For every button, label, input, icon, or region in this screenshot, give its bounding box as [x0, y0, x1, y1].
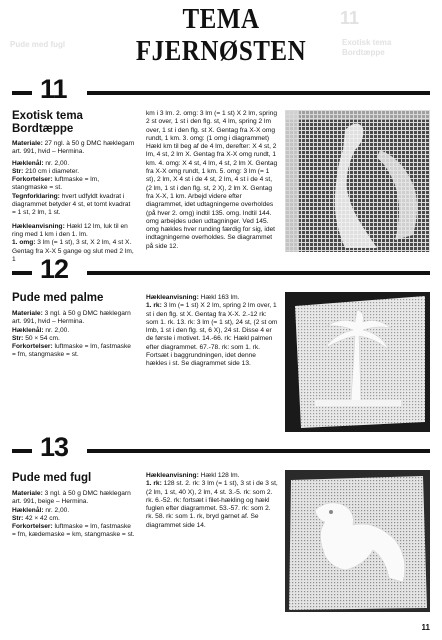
para: Forkortelser: luftmaske = lm, stangmaske = st. [12, 176, 100, 192]
page-number: 11 [421, 623, 430, 632]
para: Str: 50 × 54 cm. [12, 334, 60, 342]
section-dash [12, 91, 32, 95]
para: Hækleanvisning: Hækl 12 lm, luk til en ring med 1 km i den 1. lm. [12, 222, 128, 238]
section-12-header [12, 254, 430, 286]
section-12-title: Pude med palme [12, 292, 104, 304]
page-title: TEMA FJERNØSTEN [135, 3, 307, 68]
para: Hæklenål: nr. 2,00. [12, 326, 70, 334]
section-rule [87, 449, 430, 453]
para: Forkortelser: luftmaske = lm, fastmaske = fm, kædemaske = km, stangmaske = st. [12, 523, 135, 539]
section-12-right-text [146, 294, 278, 372]
section-rule [87, 91, 430, 95]
para: 1. rk: 128 st. 2. rk: 3 lm (= 1 st), 3 st i de 3 st, (2 lm, 1 st, 40 X), 2 lm, 4 st. 3.-5. rk: som 2. rk. 6.-52. rk: fortsæt i filet-hækling og hækl fuglen efter diagrammet. 53.-57. rk: som 2. rk. 58. rk: som 1. rk, bryd garnet af. Se diagrammet side 14. [146, 480, 278, 529]
para: Materiale: 3 ngl. à 50 g DMC hæklegarn art. 991, hvid – Hermina. [12, 310, 131, 326]
para: Hækleanvisning: Hækl 128 lm. [146, 472, 240, 479]
para: Str: 210 cm i diameter. [12, 167, 80, 175]
para: Materiale: 3 ngl. à 50 g DMC hæklegarn art. 991, beige – Hermina. [12, 490, 131, 506]
para: 1. rk: 3 lm (= 1 st) X 2 lm, spring 2 lm over, 1 st i den flg. st X. Gentag fra X-X. 2.-12 rk: som 1. rk. 13. rk: 3 lm (= 1 st), 24 st, (2 st om lmb, 1 st i den flg. st, 6 X), 24 st. Disse 4 er de første i motivet. 14.-66. rk: Hækl palmen efter diagrammet. 67.-78. rk: som 1. rk. Fortsæt i baggrundningen, idet denne hækles i st. Se diagrammet side 13. [146, 302, 278, 368]
ghost-heading-1: Exotisk tema [342, 38, 392, 47]
section-13-title: Pude med fugl [12, 472, 92, 484]
section-number: 13 [40, 432, 69, 462]
section-13-left-text [12, 490, 136, 540]
para: km i 3 lm. 2. omg: 3 lm (= 1 st) X 2 lm, spring 2 st over, 1 st i den flg. st, 4 lm, spring 2 lm over, 1 st i den flg. st X. Gentag fra X-X omg rundt, 1 km. 3. omg: (1 omg i diagrammet) Hækl km til beg af de 4 lm, derefter: X 4 st, 2 lm, 4 st, 2 lm X. Gentag fra X-X omg rundt, 1 km. 4. omg: X 4 st, 4 lm, 4 st, 2 lm X. Gentag fra X-X omg rundt, 1 km. 5. omg: 3 lm (= 1 st), 2 lm, X 4 st i de 4 st, 2 lm, 4 st i de 4 st, (2 lm, 1 st i den flg. st, 2 X), 2 lm X. Gentag fra X-X, 1 km. Arbejd videre efter diagrammet, idet udtagningerne overholdes (på hver 2. omg) indtil 135. omg. Indtil 144. omg arbejdes uden udtagninger. Ved 145. omg hækles hver runding færdig for sig, idet indtagningerne overholdes. Se diagrammet på side 12. [146, 110, 278, 250]
section-11-right-text [146, 110, 278, 254]
para: Hæklenål: nr. 2,00. [12, 159, 70, 167]
palm-pillow-image [285, 292, 430, 432]
section-dash [12, 271, 32, 275]
title-line-1: Exotisk tema [12, 110, 83, 122]
para: Hækleanvisning: Hækl 163 lm. [146, 294, 240, 301]
palm-pillow-photo [285, 292, 430, 432]
ghost-heading-2: Bordtæppe [342, 48, 385, 57]
ghost-number: 11 [340, 8, 360, 28]
bird-pillow-photo [285, 470, 430, 612]
para: Materiale: 27 ngl. à 50 g DMC hæklegarn art. 991, hvid – Hermina. [12, 140, 135, 156]
tablecloth-image [285, 110, 430, 252]
para: Tegnforklaring: hvert udfyldt kvadrat i diagrammet betyder 4 st, et tomt kvadrat = 1 st, 2 lm, 1 st. [12, 192, 131, 217]
section-11-header [12, 74, 430, 106]
section-13-header [12, 432, 430, 464]
bird-pillow-image [285, 470, 430, 612]
section-dash [12, 449, 32, 453]
para: Hæklenål: nr. 2,00. [12, 506, 70, 514]
ghost-left-heading: Pude med fugl [10, 40, 66, 49]
section-rule [87, 271, 430, 275]
title-line-2: Bordtæppe [12, 123, 74, 135]
section-12-left-text [12, 310, 136, 360]
section-number: 12 [40, 254, 69, 284]
para: 1. omg: 3 lm (= 1 st), 3 st, X 2 lm, 4 st X. Gentag fra X-X 5 gange og slut med 2 lm, 1 [12, 239, 134, 263]
section-11-title [12, 110, 83, 136]
section-number: 11 [40, 74, 67, 104]
tablecloth-photo [285, 110, 430, 252]
section-11-left-text [12, 140, 136, 267]
para: Str: 42 × 42 cm. [12, 514, 60, 522]
para: Forkortelser: luftmaske = lm, fastmaske = fm, stangmaske = st. [12, 343, 131, 359]
section-13-right-text [146, 472, 278, 533]
